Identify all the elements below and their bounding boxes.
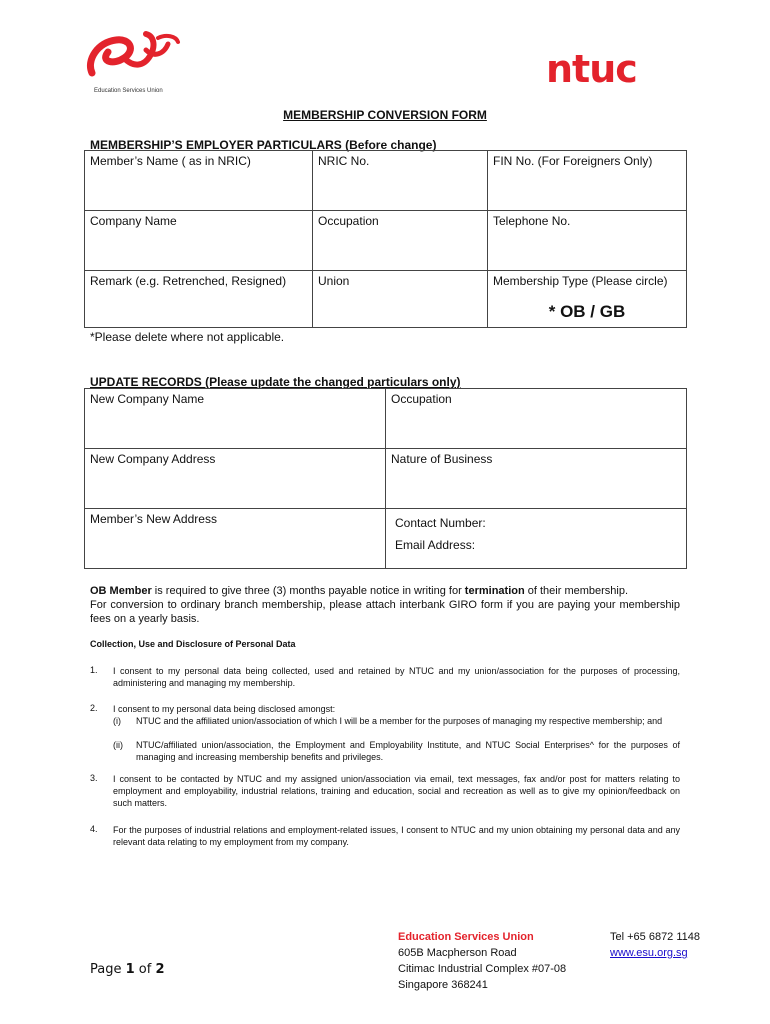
footer-contact-block: [610, 929, 700, 961]
telephone-field[interactable]: [488, 211, 687, 271]
pdpa-subitem-text: NTUC and the affiliated union/association of which I will be a member for the purposes of managing my respective membership; and: [136, 716, 663, 726]
update-records-table: [84, 388, 687, 569]
footer-tel: Tel +65 6872 1148: [610, 931, 701, 943]
footer-org-name: Education Services Union: [398, 931, 534, 943]
nature-of-business-field[interactable]: [386, 449, 687, 509]
pdpa-item-text: For the purposes of industrial relations and employment-related issues, I consent to NTUC and my union obtaining my personal data and any relevant data relating to my employment from my company.: [113, 825, 680, 847]
member-new-address-label: Member’s New Address: [90, 512, 217, 526]
pdpa-subitem-number: (i): [113, 716, 121, 726]
employer-section-heading: MEMBERSHIP’S EMPLOYER PARTICULARS (Before change): [90, 138, 437, 152]
new-occupation-label: Occupation: [391, 392, 452, 406]
page-current: 1: [125, 962, 135, 977]
new-company-address-label: New Company Address: [90, 452, 216, 466]
remark-field[interactable]: [85, 271, 313, 328]
membership-type-field[interactable]: [488, 271, 687, 328]
remark-label: Remark (e.g. Retrenched, Resigned): [90, 274, 287, 288]
new-company-address-field[interactable]: [85, 449, 386, 509]
footer-address-line-1: 605B Macpherson Road: [398, 947, 517, 959]
occupation-field[interactable]: [313, 211, 488, 271]
membership-type-label: Membership Type (Please circle): [493, 274, 668, 288]
contact-email-field[interactable]: [386, 509, 687, 569]
esu-logo-caption: Education Services Union: [94, 88, 163, 94]
page-label: Page: [90, 962, 126, 977]
pdpa-item-number: 4.: [90, 824, 98, 834]
nature-of-business-label: Nature of Business: [391, 452, 493, 466]
new-company-name-label: New Company Name: [90, 392, 205, 406]
occupation-label: Occupation: [318, 214, 379, 228]
footer-address-line-2: Citimac Industrial Complex #07-08: [398, 963, 567, 975]
giro-notice: For conversion to ordinary branch membership, please attach interbank GIRO form if you are paying your membership fees on a yearly basis.: [90, 599, 680, 625]
pdpa-item-text: I consent to my personal data being collected, used and retained by NTUC and my union/association for the purposes of processing, administering and managing my membership.: [113, 666, 680, 688]
pdpa-item-number: 2.: [90, 703, 98, 713]
update-section-heading: UPDATE RECORDS (Please update the changed particulars only): [90, 375, 461, 389]
form-title: MEMBERSHIP CONVERSION FORM: [283, 108, 487, 122]
pdpa-item-number: 3.: [90, 773, 98, 783]
employer-particulars-table: [84, 150, 687, 328]
pdpa-heading: Collection, Use and Disclosure of Personal Data: [90, 639, 296, 649]
union-field[interactable]: [313, 271, 488, 328]
ob-notice-line: [90, 584, 680, 598]
footer-website-link[interactable]: www.esu.org.sg: [610, 947, 688, 959]
contact-number-label: Contact Number:: [395, 516, 486, 530]
member-name-field[interactable]: [85, 151, 313, 211]
pdpa-item-number: 1.: [90, 665, 98, 675]
footer-address-block: [398, 929, 566, 993]
ob-notice-text-2: of their membership.: [524, 585, 629, 597]
nric-label: NRIC No.: [318, 154, 370, 168]
pdpa-subitem-number: (ii): [113, 740, 123, 750]
telephone-label: Telephone No.: [493, 214, 571, 228]
termination-term: termination: [464, 585, 525, 597]
union-label: Union: [318, 274, 350, 288]
fin-label: FIN No. (For Foreigners Only): [493, 154, 653, 168]
new-occupation-field[interactable]: [386, 389, 687, 449]
page-total: 2: [155, 962, 165, 977]
member-name-label: Member’s Name ( as in NRIC): [90, 154, 251, 168]
email-address-label: Email Address:: [395, 538, 476, 552]
new-company-name-field[interactable]: [85, 389, 386, 449]
page-number: [90, 962, 165, 977]
pdpa-subitem-text: NTUC/affiliated union/association, the Employment and Employability Institute, and NTUC Social Enterprises^ for the purposes of managing and increasing membership benefits and privileges.: [136, 740, 680, 762]
membership-type-options[interactable]: * OB / GB: [548, 302, 626, 321]
pdpa-item-text: I consent to my personal data being disclosed amongst:: [113, 704, 336, 714]
fin-field[interactable]: [488, 151, 687, 211]
ob-notice-text-1: is required to give three (3) months payable notice in writing for: [151, 585, 465, 597]
delete-note: *Please delete where not applicable.: [90, 330, 285, 344]
nric-field[interactable]: [313, 151, 488, 211]
pdpa-item-text: I consent to be contacted by NTUC and my assigned union/association via email, text messages, fax and/or post for matters relating to employment and employability, industrial relations, training and education, social and recreation as well as to give my opinion/feedback on such matters.: [113, 774, 680, 808]
page-of: of: [134, 962, 156, 977]
ob-member-term: OB Member: [90, 585, 152, 597]
company-name-field[interactable]: [85, 211, 313, 271]
esu-logo: [84, 28, 184, 100]
ntuc-logo: ntuc: [546, 47, 637, 91]
footer-address-line-3: Singapore 368241: [398, 979, 488, 991]
ob-notice: [90, 584, 680, 626]
company-name-label: Company Name: [90, 214, 177, 228]
member-new-address-field[interactable]: [85, 509, 386, 569]
esu-logo-mark-icon: [84, 28, 184, 88]
